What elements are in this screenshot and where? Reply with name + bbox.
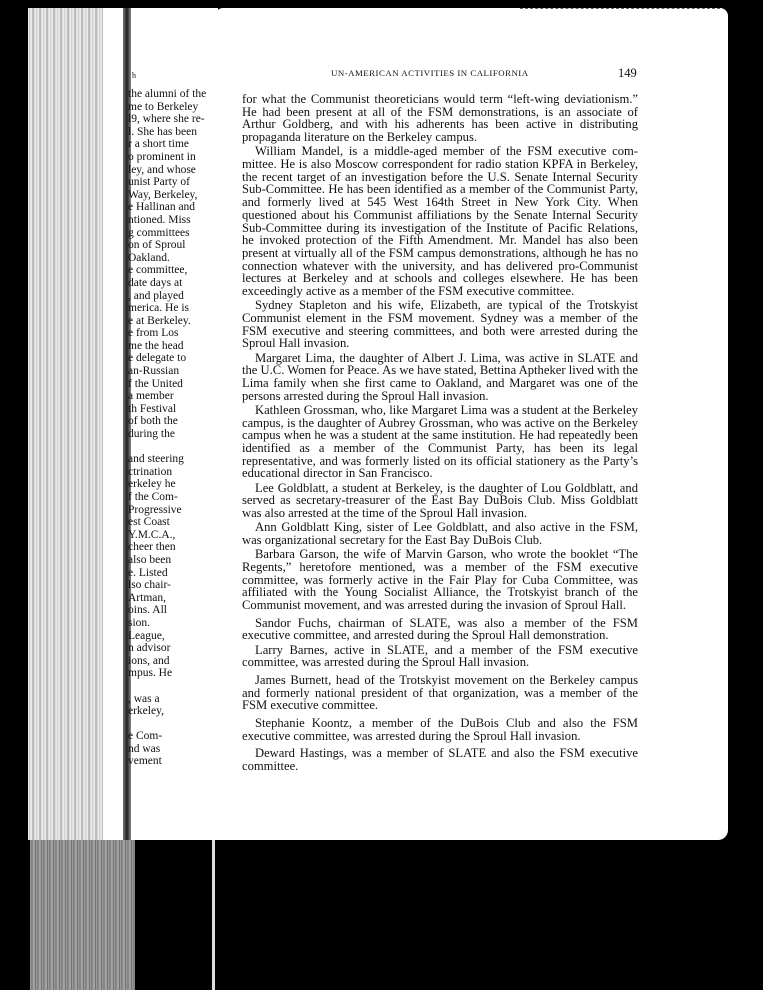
left-page-line: l9, where she re- <box>128 113 205 126</box>
left-page-line <box>128 718 218 731</box>
left-page-line: nd was <box>128 742 161 755</box>
paragraph: Stephanie Koontz, a member of the DuBois Club and also the FSM executive committee, was arrested during the Sproul Hall invasion. <box>242 716 638 743</box>
left-page-line: me to Berkeley <box>128 100 199 113</box>
paragraph: Sydney Stapleton and his wife, Elizabeth, are typical of the Trotskyist Communist element in the FSM movement. Sydney was a member of the FSM executive and steering committees, and both were arrested during the Sproul Hall invasion. <box>242 298 638 351</box>
paragraph: Margaret Lima, the daughter of Albert J. Lima, was active in SLATE and the U.C. Women for Peace. As we have stated, Bettina Aptheker lived with the Lima family when she first came to Oakland, and Margaret was one of the persons arrested during the Sproul Hall invasion. <box>242 350 638 403</box>
left-page-line: of both the <box>128 415 178 428</box>
paragraph: Lee Goldblatt, a student at Berkeley, is the daughter of Lou Goldblatt, and served as secretary-treasurer of the East Bay DuBois Club. Miss Goldblatt was also arrested at the time of the Sproul Hall invasion. <box>242 480 638 520</box>
left-facing-page <box>28 8 218 840</box>
body-text <box>242 93 638 774</box>
paragraph: Deward Hastings, was a member of SLATE and also the FSM executive committee. <box>242 746 638 774</box>
left-page-line: Artman, <box>128 591 167 604</box>
paragraph: Sandor Fuchs, chairman of SLATE, was also a member of the FSM executive committee, and arrested during the Sproul Hall demonstration. <box>242 615 638 643</box>
left-page-line: lso chair- <box>128 579 171 592</box>
left-page-line: an-Russian <box>128 365 180 378</box>
paragraph: Kathleen Grossman, who, like Margaret Lima was a student at the Berkeley campus, is the daughter of Aubrey Grossman, who was active on the Berkeley campus when he was a student at the same institution. He had repeatedly been identified as a member of the Communist Party, has been its legal representative, and was formerly listed on its official stationery as the Party’s educational director in San Francisco. <box>242 402 638 481</box>
left-page-line: date days at <box>128 276 183 289</box>
paragraph: James Burnett, head of the Trotskyist movement on the Berkeley campus and formerly national president of that organization, was a member of the FSM executive committee. <box>242 672 638 713</box>
left-page-line: mpus. He <box>128 667 173 680</box>
left-page-line: League, <box>128 629 165 642</box>
left-page-line: n advisor <box>128 642 171 655</box>
left-page-line: erkeley, <box>128 705 164 718</box>
left-page-line: e delegate to <box>128 352 187 365</box>
paragraph: Ann Goldblatt King, sister of Lee Goldblatt, and also active in the FSM, was organizational secretary for the East Bay DuBois Club. <box>242 520 638 547</box>
left-page-line: r a short time <box>128 138 189 151</box>
page-number: 149 <box>618 66 637 80</box>
left-page-line: ions, and <box>128 654 170 667</box>
left-page-line: the alumni of the <box>128 88 207 100</box>
left-page-line: e at Berkeley. <box>128 314 191 327</box>
left-page-line: e. Listed <box>128 566 168 579</box>
left-page-line: me the head <box>128 339 184 352</box>
left-page-line: Way, Berkeley, <box>128 188 198 201</box>
left-page-line: and steering <box>128 453 184 466</box>
running-head-title: UN-AMERICAN ACTIVITIES IN CALIFORNIA <box>331 68 529 78</box>
left-page-line: a member <box>128 390 174 403</box>
left-page-line: Y.M.C.A., <box>128 528 176 541</box>
paragraph: Larry Barnes, active in SLATE, and a member of the FSM executive committee, was arrested during the Sproul Hall invasion. <box>242 642 638 670</box>
left-page-line: o prominent in <box>128 150 196 163</box>
left-page-line: est Coast <box>128 516 170 529</box>
document-page <box>215 8 728 840</box>
left-page-line: on of Sproul <box>128 239 186 252</box>
left-page-line: cheer then <box>128 541 176 554</box>
left-page-line: e from Los <box>128 327 179 340</box>
left-page-line: unist Party of <box>128 176 190 189</box>
left-page-line: f the Com- <box>128 491 178 503</box>
left-page-line: vement <box>128 755 162 768</box>
left-page-line: Progressive <box>128 503 182 516</box>
left-page-line: , was a <box>128 692 160 705</box>
left-page-line: oins. All <box>128 604 167 617</box>
left-page-line: f the United <box>128 377 183 390</box>
left-page-line: g committees <box>128 226 190 239</box>
left-page-line: ctrination <box>128 465 173 478</box>
left-page-line <box>128 441 218 454</box>
paragraph: William Mandel, is a middle-aged member of the FSM executive committee. He is also Moscow correspondent for radio station KPFA in Berkeley, the recent target of an investigation before the U.S. Senate Internal Security Sub-Committee. He has been identified as a member of the Communist Party, and formerly lived at 545 West 164th Street in New York City. When questioned about his Communist affiliations by the Senate Internal Security Sub-Committee during its investigation of the Institute of Pacific Relations, he invoked protection of the Fifth Amendment. Mr. Mandel has also been present at virtually all of the FSM campus demonstrations, although he has no connection whatever with the university, and has delivered pro-Communist lectures at Berkeley and at schools and colleges elsewhere. He has been exceedingly active as a member of the FSM executive committee. <box>242 144 638 299</box>
left-page-line: erkeley he <box>128 478 176 491</box>
left-page-line <box>128 680 218 693</box>
left-page-line: e Hallinan and <box>128 201 196 214</box>
left-page-line: ntioned. Miss <box>128 213 191 226</box>
left-page-line: merica. He is <box>128 302 189 315</box>
left-page-line: also been <box>128 553 172 566</box>
left-page-line: sion. <box>128 616 151 629</box>
paragraph: Barbara Garson, the wife of Marvin Garson, who wrote the booklet “The Regents,” heretofore mentioned, was a member of the FSM executive committee, was formerly active in the Fair Play for Cuba Committee, was affiliated with the Young Socialist Alliance, the Trotskyist branch of the Communist movement, and was arrested during the invasion of Sproul Hall. <box>242 547 638 612</box>
left-page-line: th Festival <box>128 402 177 415</box>
left-page-marker: h <box>132 71 136 80</box>
left-page-line: ley, and whose <box>128 163 196 176</box>
page-edge-line <box>212 840 215 990</box>
left-page-line: , and played <box>128 289 184 302</box>
lower-gutter-scan <box>30 840 135 990</box>
left-page-gutter-scan <box>28 8 103 840</box>
left-page-line: e committee, <box>128 264 188 277</box>
scan-edge-dashes <box>520 8 720 11</box>
left-page-line: e Com- <box>128 730 163 743</box>
paragraph: for what the Communist theoreticians would term “left-wing deviationism.” He had been present at all of the FSM demonstrations, is an associate of Arthur Goldberg, and with his adherents has been active in distributing propaganda literature on the Berkeley campus. <box>242 92 638 145</box>
left-page-line: l. She has been <box>128 125 197 138</box>
left-page-line: during the <box>128 428 175 441</box>
left-page-line: Oakland. <box>128 251 170 264</box>
left-page-text-column <box>128 88 218 768</box>
